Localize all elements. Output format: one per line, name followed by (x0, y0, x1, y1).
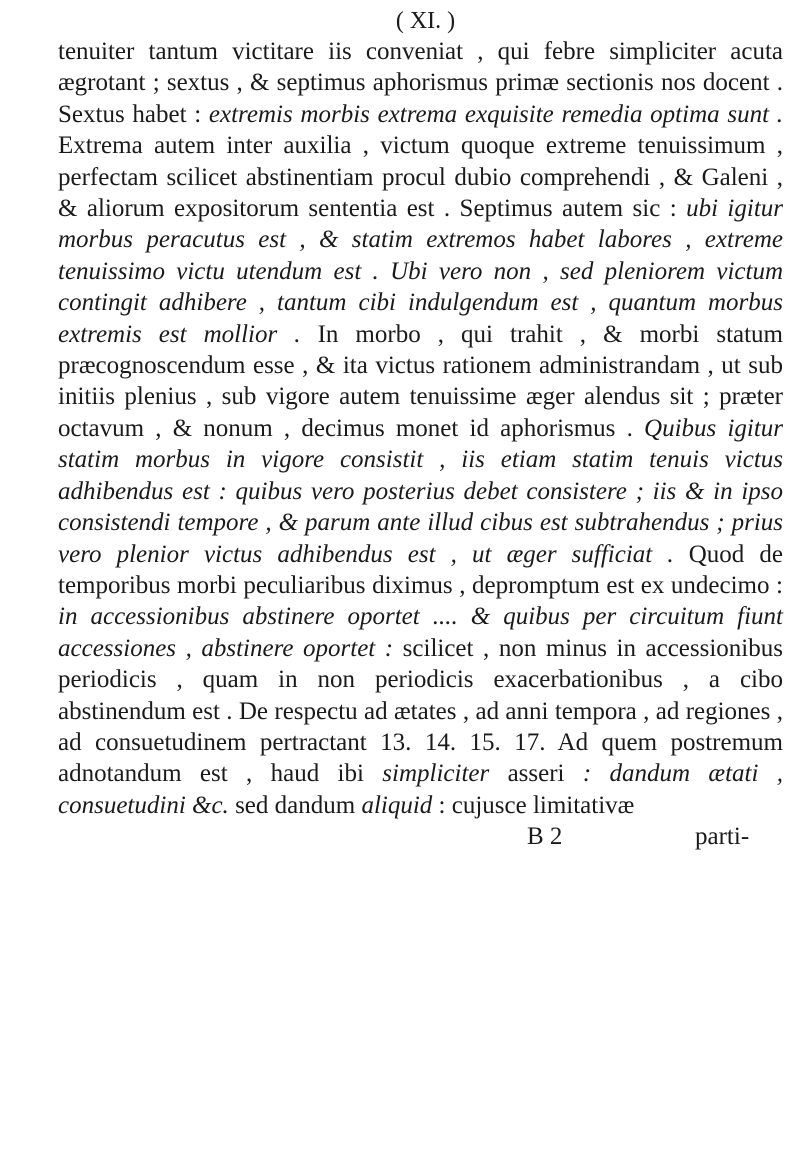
page-footer (58, 821, 783, 853)
text-roman: sed dandum (228, 791, 362, 819)
page-number: ( XI. ) (395, 8, 456, 34)
text-roman: scilicet , non minus in accessionibus periodicis , quam in non periodicis exacerbationibus , a cibo abstinendum est . De respectu ad ætates , ad anni tempora , ad regiones , ad consuetudinem pertractant 13. 14. 15. 17. Ad quem postremum adnotandum est , haud ibi (58, 634, 783, 788)
text-roman: asseri (489, 760, 583, 788)
quote-italic: Quibus igitur statim morbus in vigore consistit , iis etiam statim tenuis victus adhibendus est : quibus vero posterius debet consistere ; iis & in ipso consistendi tempore , & parum ante illud cibus est subtrahendus ; prius vero plenior victus adhibendus est , ut æger sufficiat . (58, 414, 784, 568)
text-roman: In morbo , qui trahit , & morbi statum præcognoscendum esse , & ita victus rationem administrandam , ut sub initiis plenius , sub vigore autem tenuissime æger alendus sit ; præter octavum , & nonum , decimus monet id aphorismus . (58, 320, 783, 442)
catchword: parti- (695, 823, 750, 851)
text-roman: tenuiter tantum victitare iis conveniat , qui febre simpliciter acuta ægrotant ; sextus , & septimus aphorismus primæ sectionis nos docent . Sextus habet : (58, 38, 783, 128)
body-paragraph (58, 36, 783, 821)
quote-italic: : dandum ætati , consuetudini &c. (58, 760, 784, 819)
text-roman: Quod de temporibus morbi peculiaribus diximus , depromptum est ex undecimo : (58, 540, 783, 599)
quote-italic: extremis morbis extrema exquisite remedia optima sunt . (208, 100, 783, 128)
quote-italic: simpliciter (382, 760, 490, 788)
quote-italic: in accessionibus abstinere oportet .... & quibus per circuitum fiunt accessiones , abstinere oportet : (58, 603, 783, 662)
quote-italic: ubi igitur morbus peracutus est , & statim extremos habet labores , extreme tenuissimo victu utendum est . Ubi vero non , sed pleniorem victum contingit adhibere , tantum cibi indulgendum est , quantum morbus extremis est mollior . (58, 195, 784, 348)
quote-italic: aliquid (361, 791, 433, 819)
signature-mark: B 2 (527, 823, 563, 851)
text-roman: Extrema autem inter auxilia , victum quoque extreme tenuissimum , perfectam scilicet abstinentiam procul dubio comprehendi , & Galeni , & aliorum expositorum sententia est . Septimus autem sic : (58, 132, 783, 223)
text-roman: : cujusce limitativæ (432, 791, 635, 819)
